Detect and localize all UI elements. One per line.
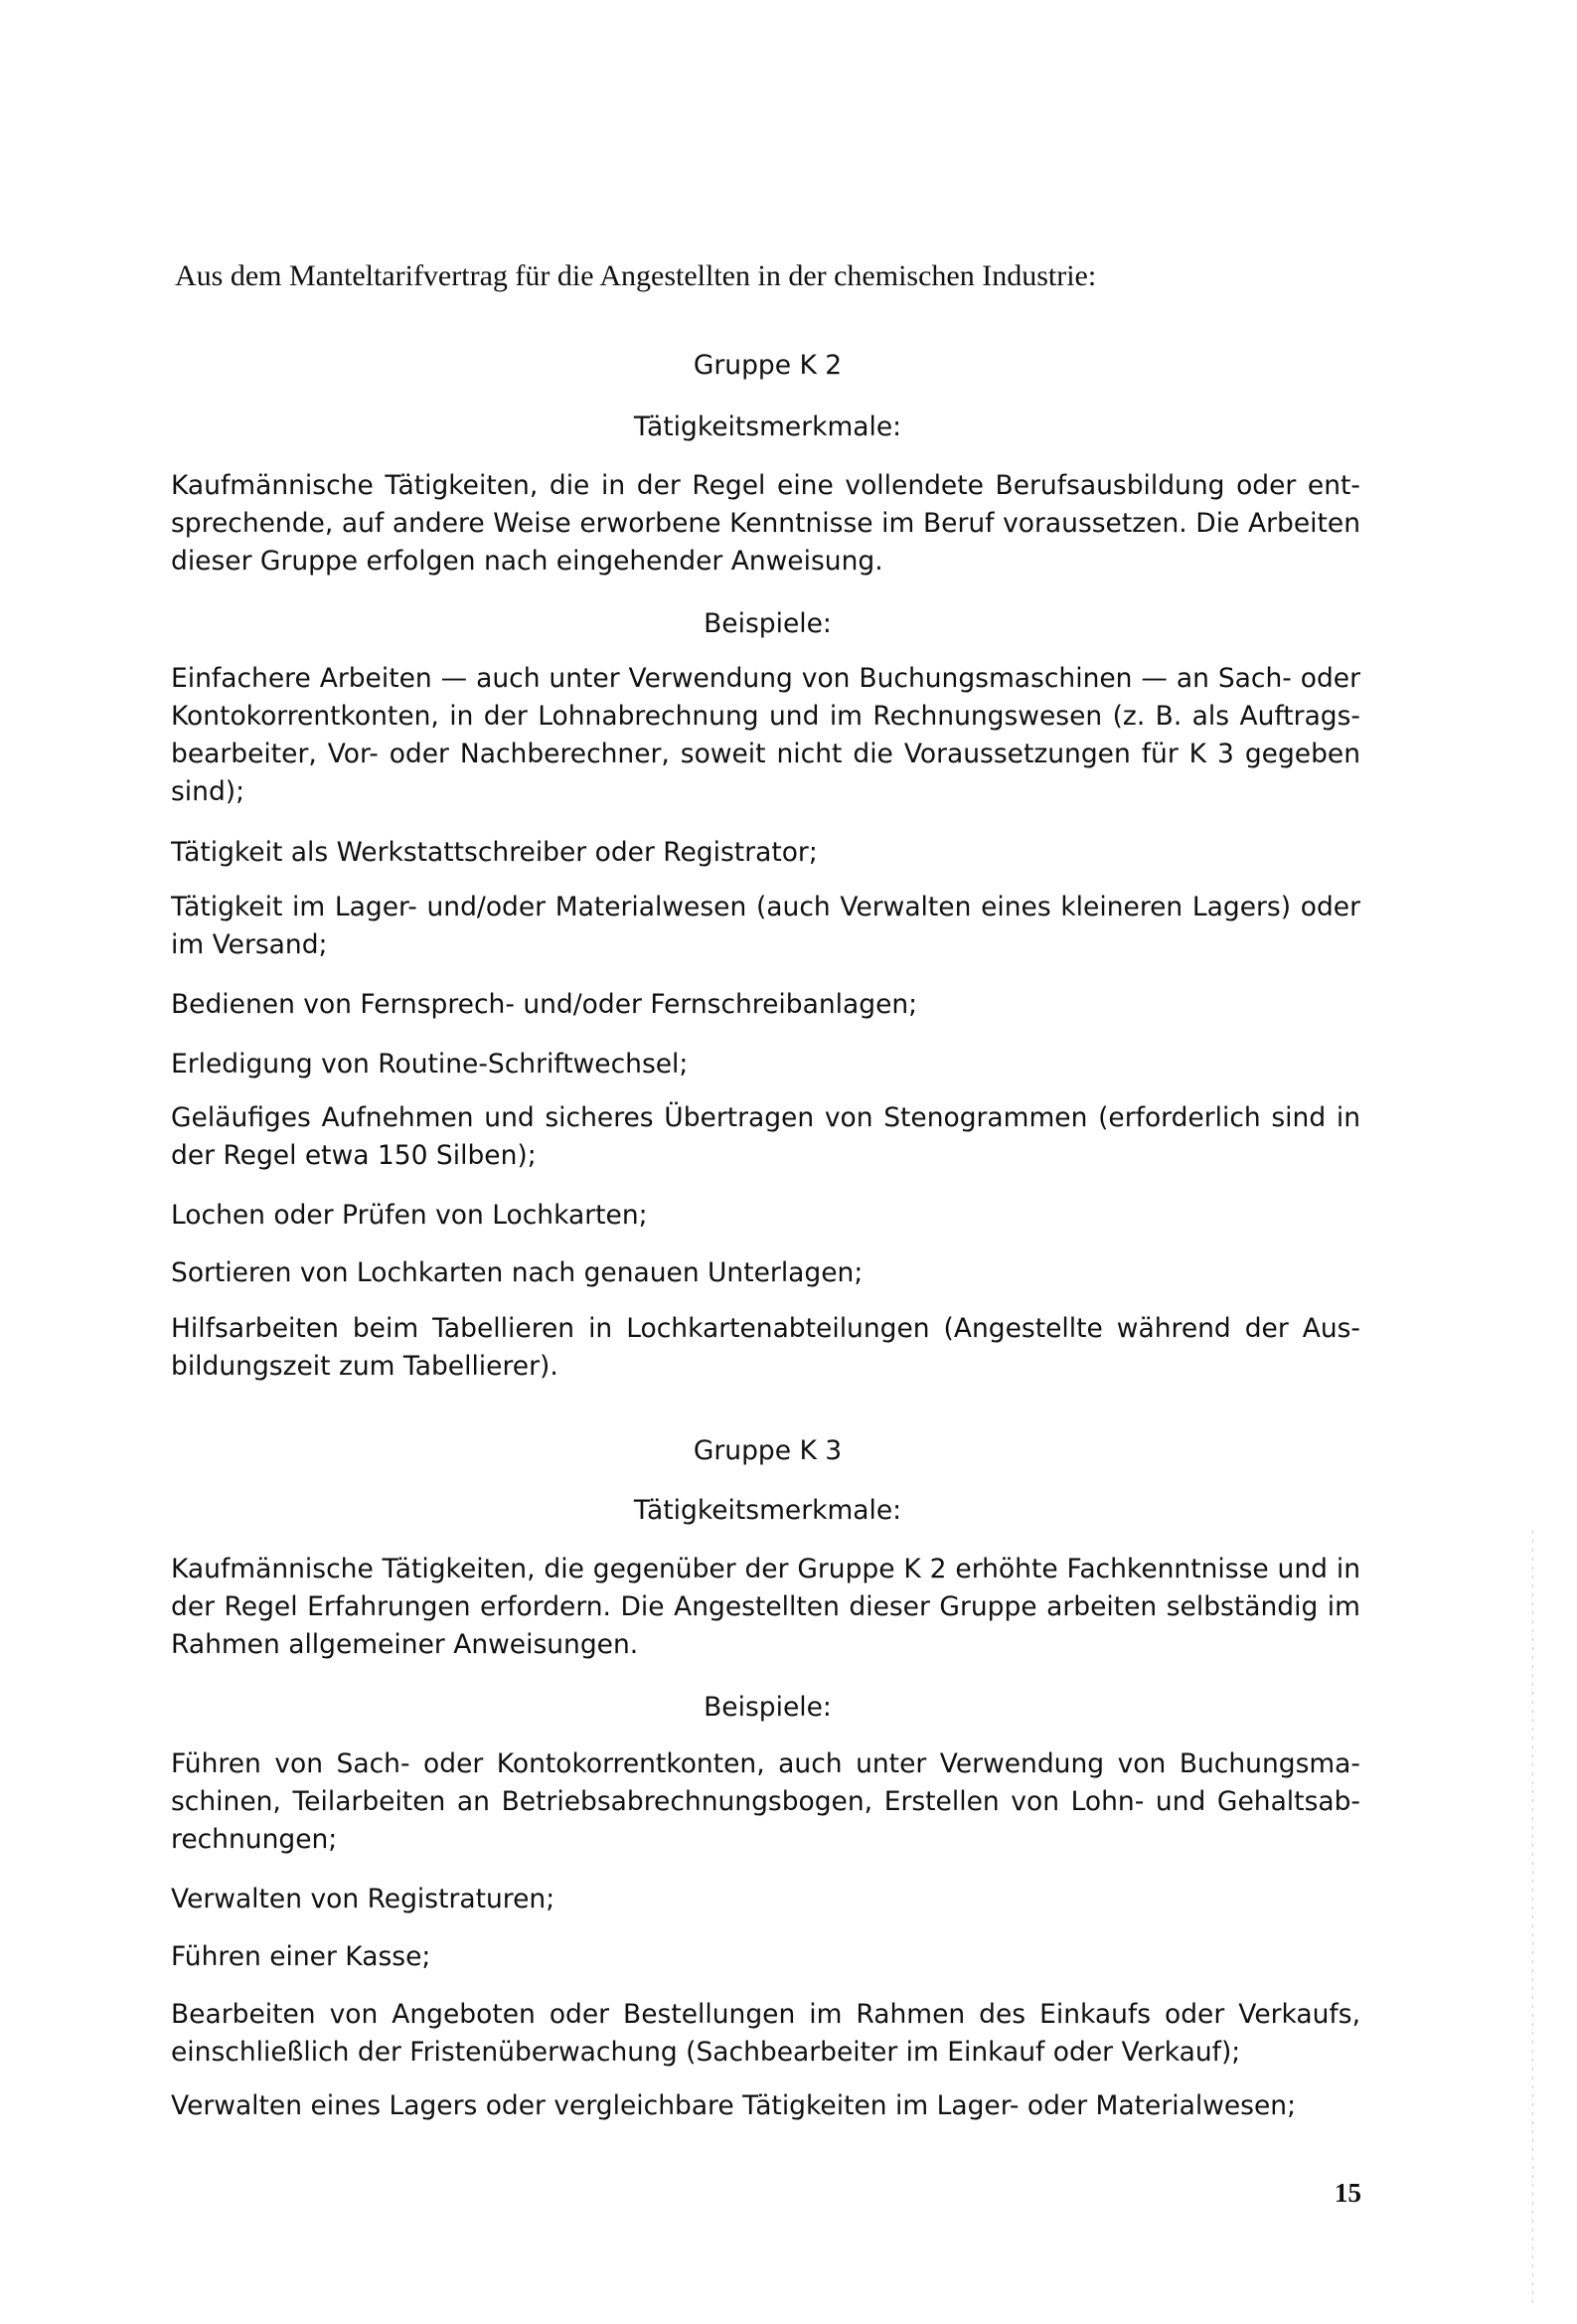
intro-line: Aus dem Manteltarifvertrag für die Angestellten in der chemischen Industrie: [175, 259, 1097, 292]
group-k2-example [171, 889, 1360, 964]
text-line: Kontokorrentkonten, in der Lohnabrechnung und im Rechnungswesen (z. B. als Auftrags- [171, 701, 1360, 732]
group-k2-example [171, 660, 1360, 811]
page-number: 15 [1335, 2178, 1361, 2208]
text-line: Verwalten eines Lagers oder vergleichbare Tätigkeiten im Lager- oder Materialwesen; [171, 2090, 1297, 2121]
group-k2-description [171, 467, 1360, 581]
text-line: rechnungen; [171, 1824, 338, 1855]
group-k2-example [171, 1046, 1360, 1083]
text-line: Kaufmännische Tätigkeiten, die in der Regel eine vollendete Berufsausbildung oder ent- [171, 470, 1360, 501]
text-line: Lochen oder Prüfen von Lochkarten; [171, 1200, 648, 1231]
group-k3-features-label: Tätigkeitsmerkmale: [633, 1495, 902, 1526]
group-k2-example [171, 1310, 1360, 1386]
text-line: Bedienen von Fernsprech- und/oder Fernschreibanlagen; [171, 989, 918, 1020]
text-line: Hilfsarbeiten beim Tabellieren in Lochkartenabteilungen (Angestellte während der Aus- [171, 1313, 1360, 1344]
text-line: sprechende, auf andere Weise erworbene Kenntnisse im Beruf voraussetzen. Die Arbeiten [171, 508, 1360, 539]
text-line: bearbeiter, Vor- oder Nachberechner, soweit nicht die Voraussetzungen für K 3 gegeben [171, 739, 1360, 769]
text-line: Verwalten von Registraturen; [171, 1884, 555, 1914]
text-line: bildungszeit zum Tabellierer). [171, 1351, 558, 1382]
text-line: im Versand; [171, 929, 328, 960]
group-k2-example [171, 1099, 1360, 1175]
group-k3-example [171, 1881, 1360, 1918]
group-k2-example [171, 986, 1360, 1024]
text-line: der Regel etwa 150 Silben); [171, 1140, 537, 1171]
group-k2-features-label: Tätigkeitsmerkmale: [633, 412, 902, 442]
group-k2-example [171, 834, 1360, 872]
text-line: Kaufmännische Tätigkeiten, die gegenüber der Gruppe K 2 erhöhte Fachkenntnisse und in [171, 1554, 1360, 1584]
text-line: Tätigkeit im Lager- und/oder Materialwesen (auch Verwalten eines kleineren Lagers) oder [171, 892, 1360, 922]
scan-edge-artifact [1532, 1531, 1533, 2306]
text-line: Geläufiges Aufnehmen und sicheres Übertragen von Stenogrammen (erforderlich sind in [171, 1102, 1360, 1133]
text-line: dieser Gruppe erfolgen nach eingehender Anweisung. [171, 546, 883, 577]
text-line: Einfachere Arbeiten — auch unter Verwendung von Buchungsmaschinen — an Sach- oder [171, 663, 1360, 694]
text-line: der Regel Erfahrungen erfordern. Die Angestellten dieser Gruppe arbeiten selbständig im [171, 1591, 1360, 1622]
group-k2-example [171, 1254, 1360, 1292]
group-k3-example [171, 1745, 1360, 1859]
group-k2-example [171, 1197, 1360, 1235]
group-k3-examples-label: Beispiele: [704, 1692, 832, 1723]
group-k3-example [171, 1996, 1360, 2072]
text-line: Führen einer Kasse; [171, 1941, 431, 1972]
text-line: Tätigkeit als Werkstattschreiber oder Registrator; [171, 837, 818, 868]
text-line: Erledigung von Routine-Schriftwechsel; [171, 1049, 689, 1079]
text-line: Rahmen allgemeiner Anweisungen. [171, 1629, 639, 1660]
text-line: Führen von Sach- oder Kontokorrentkonten, auch unter Verwendung von Buchungsma- [171, 1748, 1360, 1779]
group-k2-title: Gruppe K 2 [693, 350, 843, 381]
group-k3-example [171, 1938, 1360, 1976]
text-line: sind); [171, 776, 245, 807]
group-k2-examples-label: Beispiele: [704, 608, 832, 639]
group-k3-title: Gruppe K 3 [693, 1435, 843, 1466]
group-k3-example [171, 2087, 1360, 2125]
text-line: Sortieren von Lochkarten nach genauen Unterlagen; [171, 1257, 864, 1288]
group-k3-description [171, 1551, 1360, 1664]
text-line: einschließlich der Fristenüberwachung (Sachbearbeiter im Einkauf oder Verkauf); [171, 2037, 1241, 2068]
text-line: Bearbeiten von Angeboten oder Bestellungen im Rahmen des Einkaufs oder Verkaufs, [171, 1999, 1360, 2030]
text-line: schinen, Teilarbeiten an Betriebsabrechnungsbogen, Erstellen von Lohn- und Gehaltsab- [171, 1786, 1360, 1817]
